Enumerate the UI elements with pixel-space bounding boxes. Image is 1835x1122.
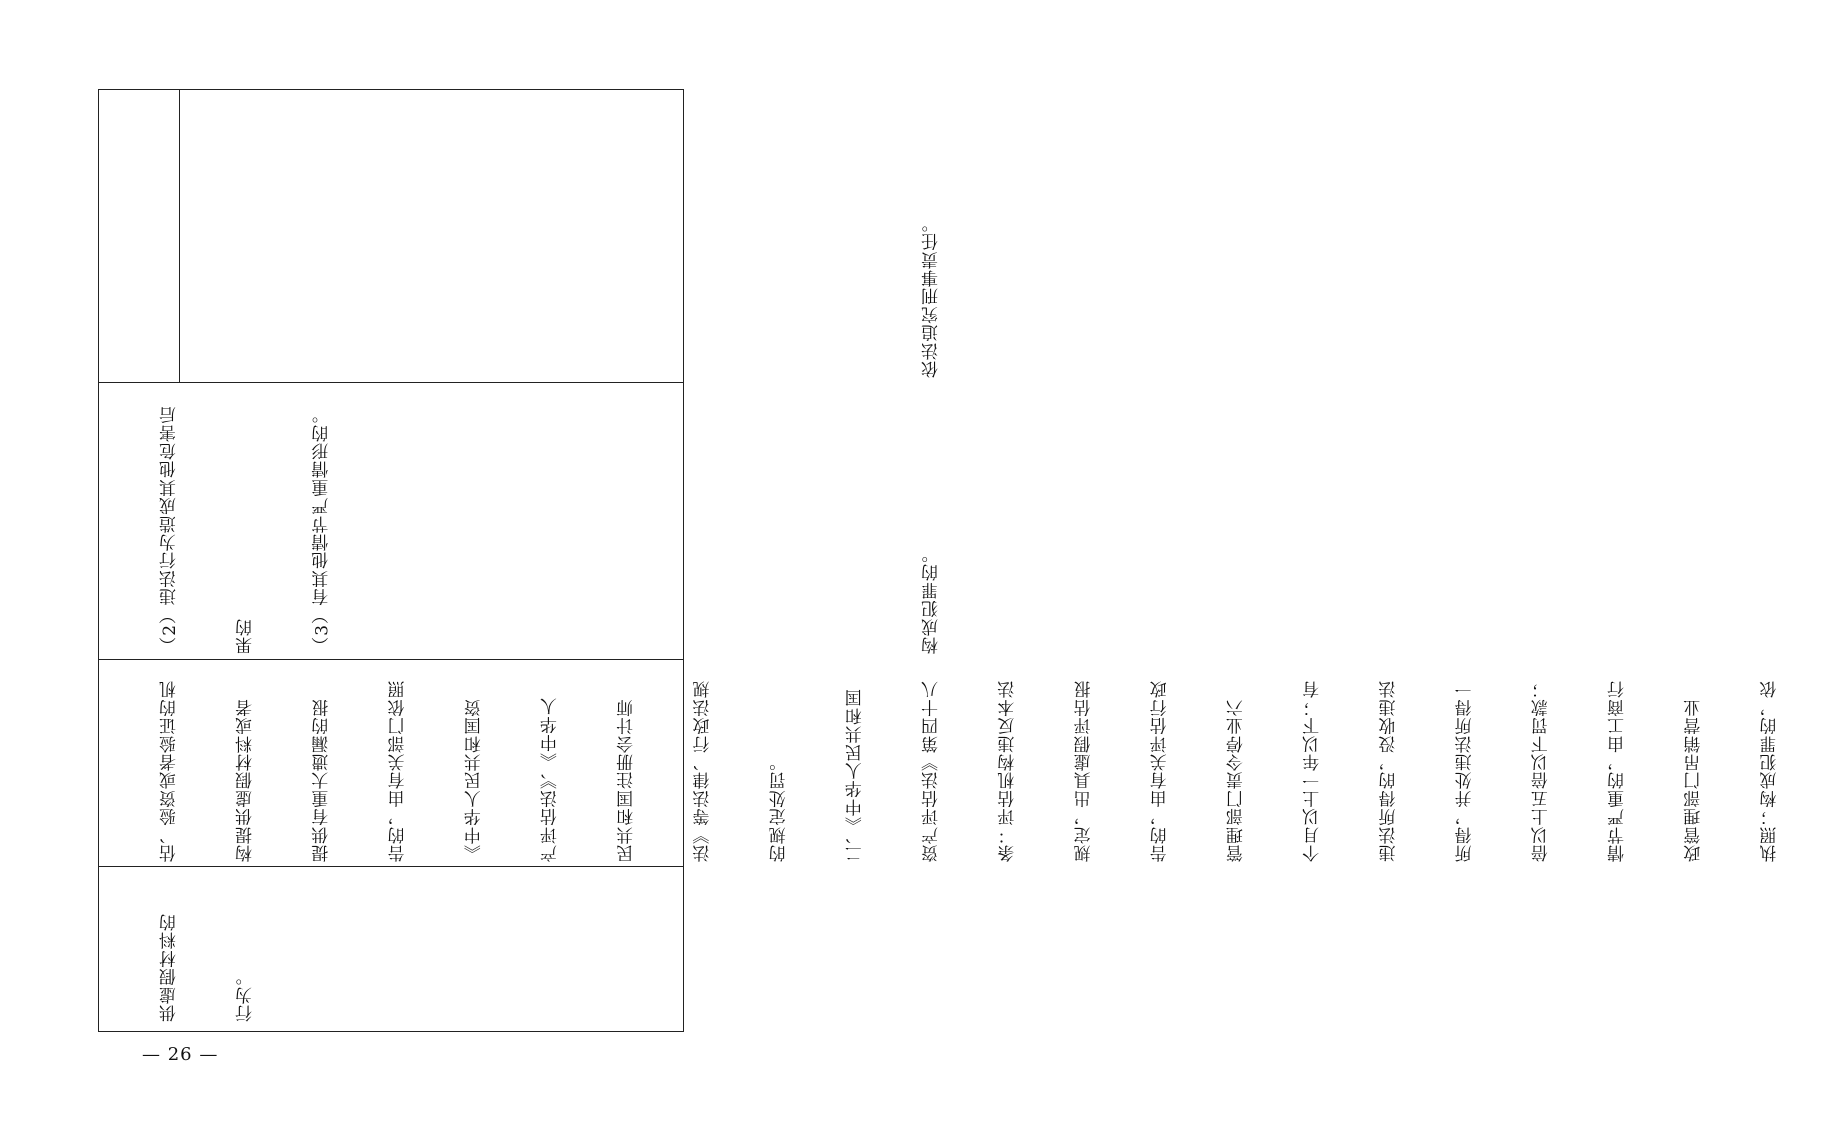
row-divider: [99, 659, 683, 660]
blank-line: [386, 110, 411, 378]
basis-line: 所得，并处违法所得一: [1455, 680, 1476, 862]
basis-line: 提供有重大遗漏的报: [312, 698, 333, 862]
blank-line: [691, 386, 716, 654]
basis-line: 估、验资或者验证的机: [159, 680, 180, 862]
basis-line: 产评估法》、《中华人: [540, 697, 561, 862]
item-line: 供虚假材料的: [159, 912, 180, 1022]
basis-line: 政管理部门吊销营业: [1684, 698, 1705, 862]
blank-line: [844, 386, 869, 654]
standard-cell: [107, 110, 996, 378]
blank-line: [539, 386, 564, 654]
blank-line: [615, 110, 640, 378]
blank-line: [615, 386, 640, 654]
basis-line: 的规定处罚。: [769, 752, 790, 862]
basis-line: 执照；构成犯罪的，依: [1760, 680, 1781, 862]
circumstance-line: 果的: [236, 617, 257, 654]
basis-line: 情节严重的，由工商行: [1607, 680, 1628, 862]
basis-line: 个月以上一年以下；有: [1303, 680, 1324, 862]
basis-line: 二、《中华人民共和国: [845, 688, 866, 862]
blank-line: [310, 110, 335, 378]
item-cell: [107, 872, 310, 1022]
row-divider: [99, 382, 683, 383]
basis-line: 构提供虚假材料或者: [236, 698, 257, 862]
blank-line: [768, 386, 793, 654]
basis-line: 倍以上五倍以下罚款；: [1531, 680, 1552, 862]
basis-line: 管理部门责令停业六: [1226, 698, 1247, 862]
circumstance-line: 构成犯罪的。: [922, 544, 942, 654]
standard-line: 依法追究刑事责任。: [922, 214, 942, 378]
row-divider: [99, 866, 683, 867]
blank-line: [386, 386, 411, 654]
blank-line: [463, 110, 488, 378]
page-number: — 26 —: [142, 1044, 219, 1065]
basis-line: 违法所得的，没收违法: [1379, 680, 1400, 862]
basis-cell: [107, 664, 1835, 862]
blank-line: [463, 386, 488, 654]
blank-line: [844, 110, 869, 378]
basis-line: 条：评估机构违反本法: [998, 680, 1019, 862]
penalty-table: [98, 89, 1781, 1032]
circumstance-line: （3）有其他情节严重情形的。: [312, 405, 333, 654]
basis-line: 告的，由有关评估行政: [1150, 680, 1171, 862]
basis-line: 资产评估法》第四十八: [922, 680, 942, 862]
blank-line: [691, 110, 716, 378]
circumstance-cell: [107, 386, 996, 654]
basis-line: 民共和国注册会计师: [617, 698, 638, 862]
item-line: 行为。: [236, 967, 257, 1022]
blank-line: [539, 110, 564, 378]
blank-line: [234, 110, 259, 378]
basis-line: 法》等法律、行政法规: [693, 680, 714, 862]
blank-line: [158, 110, 183, 378]
basis-line: 规定，出具虚假评估报: [1074, 680, 1095, 862]
blank-line: [768, 110, 793, 378]
basis-line: 《中华人民共和国资: [464, 698, 485, 862]
circumstance-line: （2）违法行为造成其他危害后: [159, 405, 180, 654]
basis-line: 告的，由有关部门依照: [388, 680, 409, 862]
